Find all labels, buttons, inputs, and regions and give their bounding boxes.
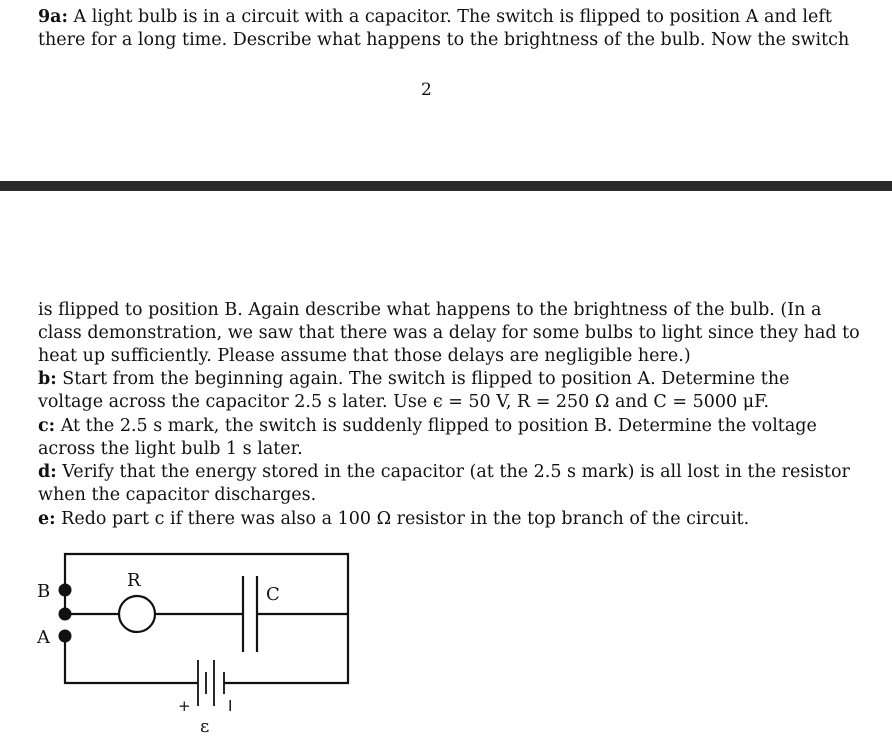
label-A: A	[37, 627, 50, 648]
text-line	[38, 345, 691, 368]
text-line	[38, 299, 821, 322]
text-line	[38, 6, 832, 29]
text-line	[38, 322, 860, 345]
part-label: 9a:	[38, 7, 68, 27]
text-line: there for a long time. Describe what happens to the brightness of the bulb. Now the switch	[38, 30, 850, 50]
terminal-common	[59, 608, 72, 621]
text-content: across the light bulb 1 s later.	[38, 439, 303, 459]
label-plus: +	[178, 697, 191, 715]
bulb-circle	[119, 596, 155, 632]
text-content: Verify that the energy stored in the capacitor (at the 2.5 s mark) is all lost in the resistor	[56, 462, 850, 482]
text-line	[38, 415, 817, 438]
text-content: voltage across the capacitor 2.5 s later. Use ϵ = 50 V, R = 250 Ω and C = 5000 μF.	[38, 392, 770, 412]
text-content: Start from the beginning again. The switch is flipped to position A. Determine the	[56, 369, 790, 389]
text-content: A light bulb is in a circuit with a capacitor. The switch is flipped to position A and left	[67, 7, 832, 27]
text-content: At the 2.5 s mark, the switch is suddenly flipped to position B. Determine the voltage	[55, 416, 817, 436]
text-content: Redo part c if there was also a 100 Ω resistor in the top branch of the circuit.	[55, 509, 750, 529]
text-line	[38, 391, 769, 414]
page-divider	[0, 181, 892, 191]
circuit-wire-left	[65, 636, 198, 683]
circuit-diagram	[0, 540, 380, 737]
label-C: C	[266, 584, 280, 605]
part-label: c:	[38, 416, 56, 436]
text-line	[38, 484, 316, 507]
label-emf: ε	[200, 716, 210, 737]
part-label: b:	[38, 369, 57, 389]
part-label: d:	[38, 462, 57, 482]
text-content: heat up sufficiently. Please assume that those delays are negligible here.)	[38, 346, 691, 366]
text-content: class demonstration, we saw that there was a delay for some bulbs to light since they had to	[38, 323, 860, 343]
label-B: B	[37, 581, 51, 602]
text-line	[38, 508, 749, 531]
terminal-A	[59, 630, 72, 643]
text-line	[38, 368, 789, 391]
text-content: when the capacitor discharges.	[38, 485, 317, 505]
page-number: 2	[421, 80, 432, 100]
text-line	[38, 438, 303, 461]
label-minus: I	[228, 697, 233, 715]
part-label: e:	[38, 509, 56, 529]
circuit-wire-top	[65, 554, 348, 614]
label-R: R	[127, 570, 141, 591]
terminal-B	[59, 584, 72, 597]
text-line	[38, 461, 850, 484]
text-content: is flipped to position B. Again describe what happens to the brightness of the bulb. (In a	[38, 300, 822, 320]
